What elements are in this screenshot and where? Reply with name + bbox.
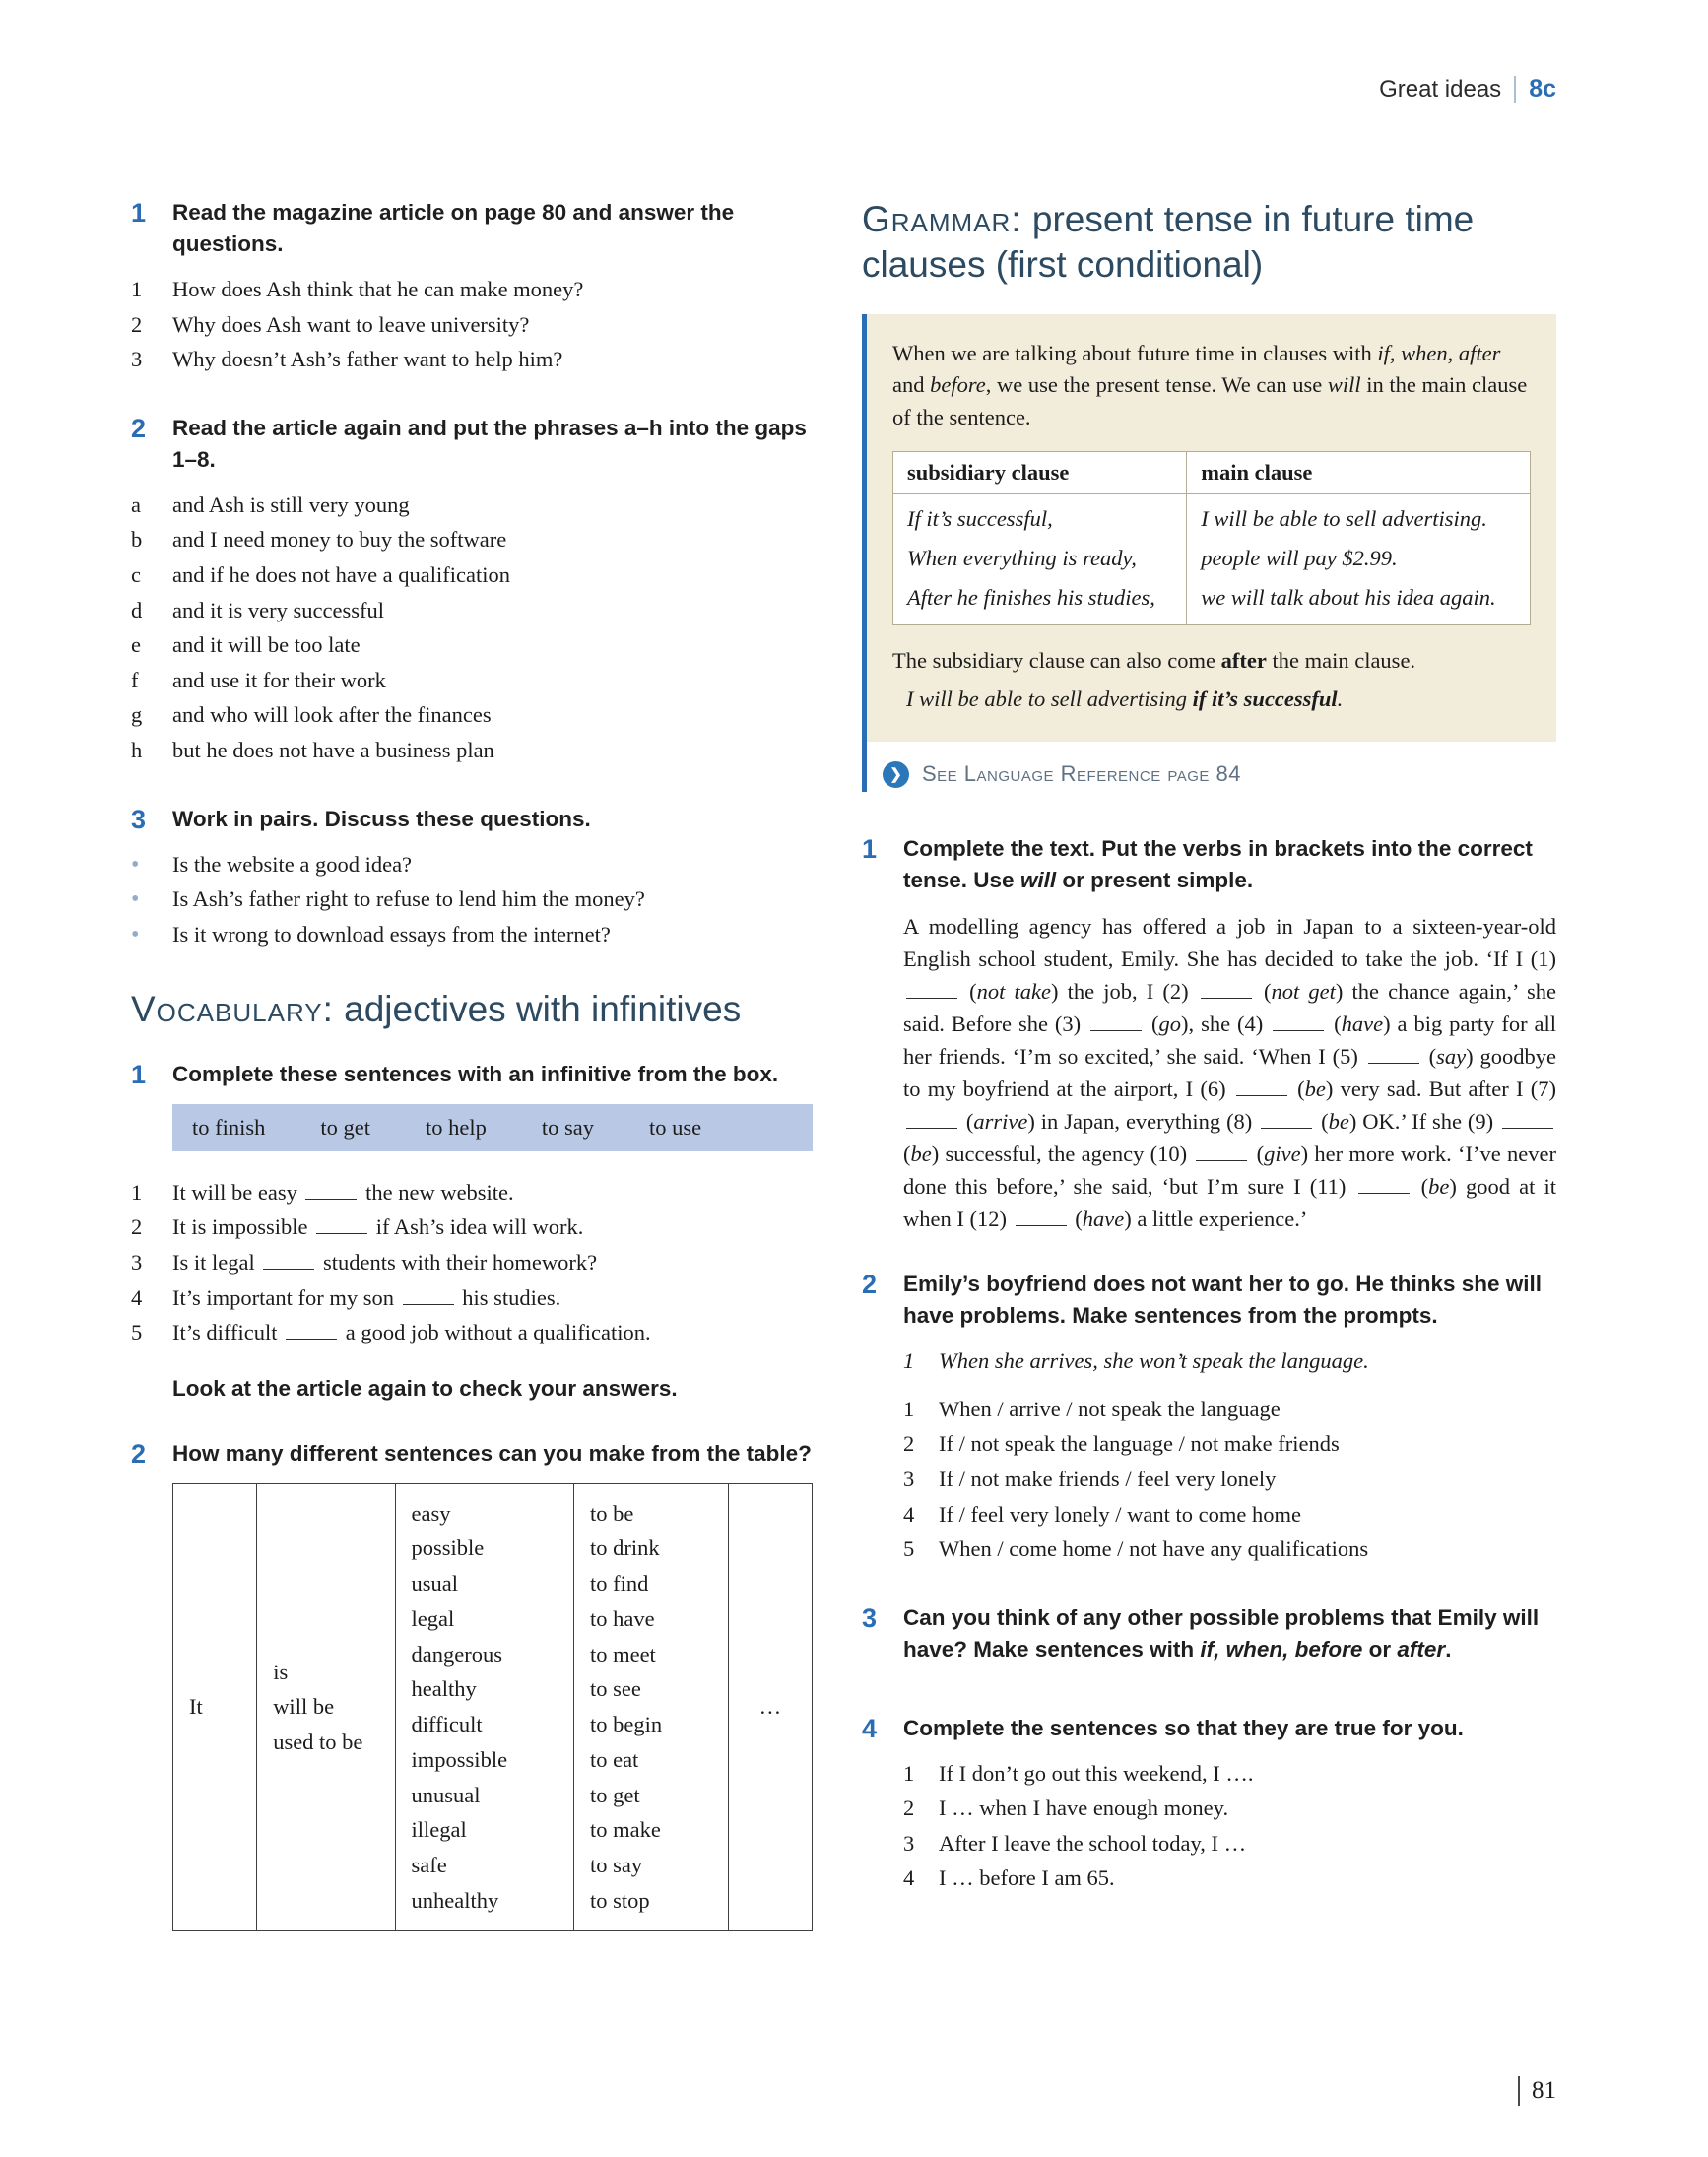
exercise-number: 2 [131, 1438, 147, 1469]
infinitive-option: to say [589, 1853, 643, 1878]
clause-row [893, 581, 1531, 625]
example-text: When she arrives, she won’t speak the language. [939, 1348, 1369, 1373]
item-text: Is it legal students with their homework? [172, 1249, 598, 1275]
prompt-item [903, 1499, 1556, 1532]
heading-rest: adjectives with infinitives [333, 989, 742, 1030]
exercise-discussion [131, 804, 813, 954]
sentence-item [131, 1177, 813, 1209]
verb-option: will be [273, 1694, 335, 1720]
adjective-option: healthy [411, 1676, 477, 1702]
sentence-item [131, 1211, 813, 1244]
table-cell-adjectives [395, 1483, 573, 1930]
item-text: Why doesn’t Ash’s father want to help him? [172, 347, 563, 372]
prompt-item [903, 1464, 1556, 1496]
item-text: I … when I have enough money. [939, 1796, 1229, 1821]
page-header [1379, 75, 1556, 103]
clause-header-row [893, 452, 1531, 494]
prompt-item [903, 1534, 1556, 1566]
exercise-instruction: Can you think of any other possible problems that Emily will have? Make sentences with if, when, before or after. [903, 1604, 1540, 1662]
page-columns [131, 197, 1556, 1965]
item-text: It’s difficult a good job without a qualification. [172, 1320, 651, 1345]
page-number [1518, 2076, 1556, 2106]
exercise-number: 3 [862, 1602, 878, 1633]
exercise-instruction: Complete these sentences with an infinitive from the box. [172, 1061, 779, 1086]
prompt-item [903, 1428, 1556, 1461]
adjective-option: usual [411, 1571, 459, 1597]
exercise-instruction: Read the article again and put the phrases a–h into the gaps 1–8. [172, 415, 807, 472]
item-number: 1 [131, 1179, 143, 1205]
adjective-option: dangerous [411, 1641, 503, 1667]
completion-item [903, 1758, 1556, 1791]
item-text: Why does Ash want to leave university? [172, 311, 530, 337]
table-cell-infinitives [573, 1483, 728, 1930]
exercise-number: 2 [131, 413, 147, 443]
infinitive-option: to make [589, 1817, 661, 1843]
adjective-option: possible [411, 1536, 485, 1561]
item-letter: c [131, 561, 141, 587]
subsidiary-clause: After he finishes his studies, [907, 585, 1155, 611]
item-number: 2 [131, 1214, 143, 1240]
item-number: 1 [903, 1396, 915, 1421]
page-number-text: 81 [1532, 2077, 1556, 2104]
phrase-item [131, 735, 813, 767]
box-word: to help [426, 1114, 487, 1140]
sentence-item [131, 1282, 813, 1315]
box-word: to say [541, 1114, 595, 1140]
item-number: 4 [903, 1865, 915, 1891]
bullet-icon: • [131, 886, 140, 913]
infinitive-option: to meet [589, 1641, 656, 1667]
phrase-item [131, 699, 813, 732]
clause-table-head [893, 452, 1531, 494]
grammar-note: The subsidiary clause can also come after the main clause. [892, 648, 1416, 674]
item-letter: b [131, 527, 143, 553]
item-number: 4 [903, 1501, 915, 1527]
exercise-number: 1 [862, 833, 878, 864]
grammar-example: I will be able to sell advertising if it’s successful. [906, 686, 1344, 711]
item-number: 2 [903, 1431, 915, 1457]
exercise-complete-text [862, 833, 1556, 1236]
exercise-number: 3 [131, 804, 147, 834]
column-header-main: main clause [1187, 452, 1531, 494]
item-text: Is Ash’s father right to refuse to lend him the money? [172, 886, 645, 912]
header-divider [1514, 76, 1516, 103]
subsidiary-clause: When everything is ready, [907, 546, 1137, 571]
exercise-body [903, 1713, 1556, 1898]
page-number-divider [1518, 2076, 1520, 2106]
verb-option: used to be [273, 1730, 363, 1754]
exercise-body [131, 804, 813, 954]
infinitive-option: to see [589, 1676, 641, 1702]
item-text: It will be easy the new website. [172, 1179, 514, 1205]
heading-rest: present tense in future time clauses (first conditional) [862, 199, 1475, 286]
infinitive-option: to find [589, 1571, 649, 1597]
item-text: Is the website a good idea? [172, 851, 413, 877]
heading-label: Grammar: [862, 199, 1022, 239]
item-text: and if he does not have a qualification [172, 561, 511, 587]
infinitive-option: to get [589, 1782, 640, 1807]
item-text: and it will be too late [172, 632, 361, 658]
item-text: It’s important for my son his studies. [172, 1284, 561, 1310]
table-cell-verbs [257, 1483, 395, 1930]
prompt-list [903, 1394, 1556, 1566]
item-text: It is impossible if Ash’s idea will work. [172, 1214, 584, 1240]
adjective-options [412, 1496, 558, 1919]
adjective-option: unusual [411, 1782, 481, 1807]
subsidiary-clause: If it’s successful, [907, 506, 1053, 532]
example-sentence [903, 1345, 1556, 1378]
exercise-body [903, 1602, 1556, 1679]
item-text: and use it for their work [172, 667, 386, 692]
item-number: 1 [131, 276, 143, 301]
question-list [131, 274, 813, 376]
box-word: to use [649, 1114, 702, 1140]
exercise-body [172, 1438, 813, 1931]
item-text: If / feel very lonely / want to come home [939, 1501, 1301, 1527]
item-number: 2 [903, 1796, 915, 1821]
item-letter: f [131, 667, 139, 692]
reference-text: See Language Reference page 84 [922, 761, 1241, 787]
exercise-instruction: Complete the text. Put the verbs in brackets into the correct tense. Use will or present simple. [903, 835, 1533, 892]
phrase-item [131, 629, 813, 662]
verb-options [273, 1655, 378, 1760]
item-number: 3 [903, 1830, 915, 1856]
clause-row [893, 542, 1531, 581]
box-word: to finish [192, 1114, 266, 1140]
exercise-instruction: Read the magazine article on page 80 and answer the questions. [172, 200, 735, 256]
grammar-heading [862, 197, 1556, 289]
item-number: 2 [131, 311, 143, 337]
item-text: How does Ash think that he can make money? [172, 276, 584, 301]
table-cell-subject: It [173, 1483, 257, 1930]
column-header-subsidiary: subsidiary clause [893, 452, 1187, 494]
exercise-true-for-you [862, 1713, 1556, 1898]
exercise-body [903, 1269, 1556, 1569]
sentence-item [131, 1317, 813, 1349]
exercise-gap-fill-phrases [131, 413, 813, 770]
clause-table [892, 451, 1531, 625]
item-number: 3 [131, 347, 143, 372]
completion-item [903, 1863, 1556, 1895]
spacer [862, 792, 1556, 833]
item-letter: e [131, 632, 141, 658]
exercise-body [131, 197, 813, 379]
adjective-option: unhealthy [411, 1887, 499, 1913]
grammar-box [867, 314, 1556, 742]
phrase-item [131, 665, 813, 697]
gap-fill-text: A modelling agency has offered a job in Japan to a sixteen-year-old English school student, Emily. She has decided to take the job. ‘If I (1) (not take) the job, I (2) (not get) the chance again,’ she said. Before she (3) (go), she (4) (have) a big party for all her friends. ‘I’m so excited,’ she said. ‘When I (5) (say) goodbye to my boyfriend at the airport, I (6) (be) very sad. But after I (7) (arrive) in Japan, everything (8) (be) OK.’ If she (9) (be) successful, the agency (10) (give) her more work. ‘I’ve never done this before,’ she said, ‘but I’m sure I (11) (be) good at it when I (12) (have) a little experience.’ [903, 913, 1557, 1232]
exercise-instruction: Emily’s boyfriend does not want her to go. He thinks she will have problems. Make sentences from the prompts. [903, 1272, 1543, 1329]
language-reference-link [867, 742, 1556, 792]
infinitive-option: to begin [589, 1712, 663, 1737]
phrase-item [131, 524, 813, 556]
table-row [173, 1483, 813, 1930]
sentence-builder-table [172, 1483, 813, 1931]
completion-list [903, 1758, 1556, 1896]
exercise-body [903, 833, 1556, 1236]
item-letter: a [131, 491, 141, 517]
exercise-infinitive-gap-fill [131, 1059, 813, 1405]
completion-item [903, 1828, 1556, 1861]
item-text: and Ash is still very young [172, 491, 410, 517]
item-text: and I need money to buy the software [172, 527, 507, 553]
item-letter: h [131, 738, 143, 762]
exercise-instruction: Work in pairs. Discuss these questions. [172, 806, 591, 831]
completion-item [903, 1793, 1556, 1825]
item-text: If I don’t go out this weekend, I …. [939, 1760, 1254, 1786]
main-clause: we will talk about his idea again. [1187, 581, 1531, 625]
unit-code: 8c [1529, 75, 1556, 102]
item-number: 3 [903, 1466, 915, 1491]
vocabulary-heading [131, 987, 813, 1032]
grammar-reference-group [862, 314, 1556, 792]
verb-option: is [273, 1659, 289, 1684]
adjective-option: easy [411, 1500, 451, 1526]
grammar-intro: When we are talking about future time in clauses with if, when, after and before, we use the present tense. We can use will in the main clause of the sentence. [892, 340, 1528, 429]
exercise-instruction: Complete the sentences so that they are true for you. [903, 1715, 1464, 1740]
question-item [131, 309, 813, 342]
bullet-icon: • [131, 921, 140, 948]
adjective-option: illegal [411, 1817, 467, 1843]
item-text: Is it wrong to download essays from the internet? [172, 921, 611, 947]
table-cell-ellipsis: … [728, 1483, 812, 1930]
main-clause: I will be able to sell advertising. [1187, 494, 1531, 543]
exercise-number: 4 [862, 1713, 878, 1743]
exercise-body [131, 1059, 813, 1405]
clause-row [893, 494, 1531, 543]
exercise-body [131, 413, 813, 770]
main-clause: people will pay $2.99. [1187, 542, 1531, 581]
item-number: 3 [131, 1249, 143, 1275]
item-text: If / not speak the language / not make friends [939, 1431, 1340, 1457]
check-answers-note: Look at the article again to check your answers. [172, 1375, 678, 1401]
box-word: to get [320, 1114, 371, 1140]
infinitive-option: to eat [589, 1746, 639, 1772]
word-box [172, 1104, 813, 1151]
discussion-item [131, 849, 813, 882]
sentence-list [131, 1177, 813, 1349]
clause-rows [893, 494, 1531, 625]
phrase-item [131, 595, 813, 627]
heading-label: Vocabulary: [131, 989, 334, 1030]
infinitive-option: to stop [589, 1887, 650, 1913]
exercise-instruction: How many different sentences can you make from the table? [172, 1440, 812, 1466]
left-column [131, 197, 813, 1965]
example-number: 1 [903, 1348, 915, 1373]
right-column [862, 197, 1556, 1965]
exercise-sentence-table [131, 1438, 813, 1931]
exercise-number: 2 [862, 1270, 878, 1300]
item-text: If / not make friends / feel very lonely [939, 1466, 1277, 1491]
item-text: When / arrive / not speak the language [939, 1396, 1281, 1421]
phrase-list [131, 490, 813, 767]
item-letter: g [131, 702, 143, 728]
adjective-option: legal [411, 1605, 455, 1631]
item-number: 5 [131, 1320, 143, 1345]
item-letter: d [131, 597, 143, 622]
exercise-make-sentences [862, 1269, 1556, 1569]
sentence-item [131, 1247, 813, 1279]
adjective-option: impossible [411, 1746, 508, 1772]
adjective-option: difficult [411, 1712, 483, 1737]
exercise-number: 1 [131, 1059, 147, 1089]
prompt-item [903, 1394, 1556, 1426]
section-title: Great ideas [1379, 75, 1502, 102]
question-item [131, 344, 813, 376]
phrase-item [131, 490, 813, 522]
infinitive-option: to drink [589, 1536, 660, 1561]
item-text: When / come home / not have any qualifications [939, 1536, 1369, 1562]
infinitive-option: to be [589, 1500, 634, 1526]
item-text: After I leave the school today, I … [939, 1830, 1247, 1856]
item-number: 1 [903, 1760, 915, 1786]
item-text: and who will look after the finances [172, 702, 492, 728]
exercise-other-problems [862, 1602, 1556, 1679]
question-item [131, 274, 813, 306]
item-text: I … before I am 65. [939, 1865, 1115, 1891]
discussion-item [131, 919, 813, 951]
exercise-number: 1 [131, 198, 147, 228]
discussion-item [131, 883, 813, 916]
infinitive-options [590, 1496, 712, 1919]
phrase-item [131, 559, 813, 592]
bullet-icon: • [131, 851, 140, 878]
item-number: 4 [131, 1284, 143, 1310]
discussion-list [131, 849, 813, 951]
infinitive-option: to have [589, 1605, 655, 1631]
adjective-option: safe [411, 1853, 447, 1878]
item-text: and it is very successful [172, 597, 384, 622]
arrow-circle-icon: ❯ [883, 761, 909, 788]
item-text: but he does not have a business plan [172, 738, 494, 762]
exercise-reading-questions [131, 197, 813, 379]
item-number: 5 [903, 1536, 915, 1562]
